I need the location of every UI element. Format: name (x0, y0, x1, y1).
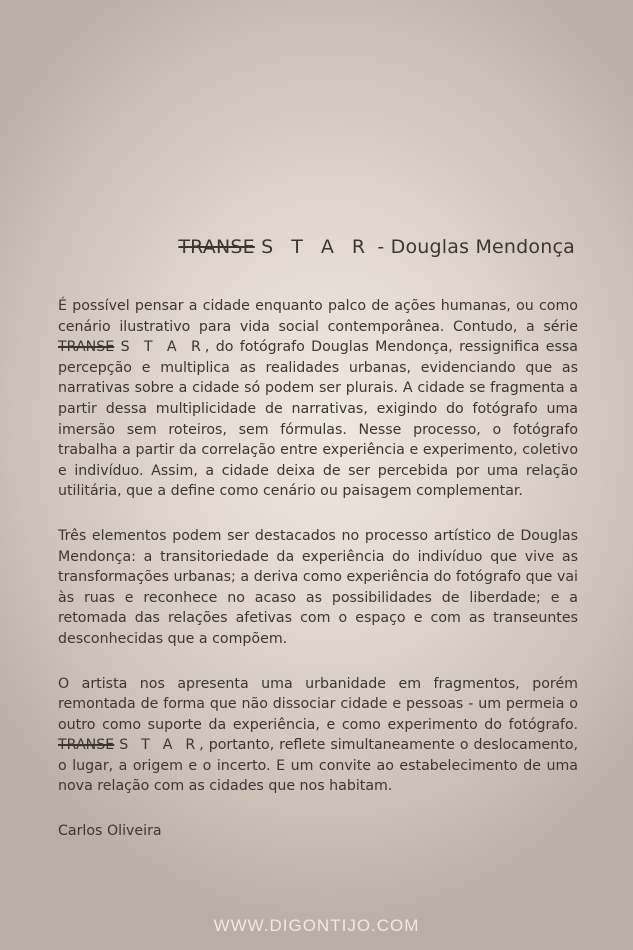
paragraph-1 (58, 296, 578, 502)
watermark: WWW.DIGONTIJO.COM (213, 916, 420, 935)
paragraph-1-before: É possível pensar a cidade enquanto palco de ações humanas, ou como cenário ilustrativo para vida social contemporânea. Contudo, a série (58, 298, 578, 335)
title-artist: - Douglas Mendonça (371, 236, 575, 258)
paragraph-3-after: , portanto, reflete simultaneamente o deslocamento, o lugar, a origem e o incerto. E um convite ao estabelecimento de uma nova relação com as cidades que nos habitam. (58, 737, 579, 795)
paragraph-3-before: O artista nos apresenta uma urbanidade em fragmentos, porém remontada de forma que não dissociar cidade e pessoas - um permeia o outro como suporte da experiência, e como experimento do fotógrafo. (58, 675, 578, 733)
curatorial-text (58, 296, 578, 866)
paragraph-3-spaced: S T A R (119, 737, 200, 754)
paragraph-1-spaced: S T A R (120, 339, 205, 356)
paragraph-2: Três elementos podem ser destacados no processo artístico de Douglas Mendonça: a transitoriedade da experiência do indivíduo que vive as transformações urbanas; a deriva como experiência do fotógrafo que vai às ruas e reconhece no acaso as possibilidades de liberdade; e a retomada das relações afetivas com o espaço e com as transeuntes desconhecidas que a compõem. (58, 527, 578, 647)
title-strikethrough-word: TRANSE (178, 236, 255, 258)
paragraph-3 (58, 674, 578, 798)
paragraph-1-after: , do fotógrafo Douglas Mendonça, ressignifica essa percepção e multiplica as realidades urbanas, evidenciando que as narrativas sobre a cidade só podem ser plurais. A cidade se fragmenta a partir dessa multiplicidade de narrativas, exigindo do fotógrafo uma imersão sem roteiros, sem fórmulas. Nesse processo, o fotógrafo trabalha a partir da correlação entre experiência e experimento, coletivo e indivíduo. Assim, a cidade deixa de ser percebida por uma relação utilitária, que a define como cenário ou paisagem complementar. (58, 339, 578, 500)
paragraph-3-strike: TRANSE (58, 737, 115, 754)
author-signature: Carlos Oliveira (58, 823, 162, 840)
exhibition-title (178, 236, 575, 258)
paragraph-1-strike: TRANSE (58, 339, 115, 356)
title-spaced-word: S T A R (261, 236, 372, 258)
